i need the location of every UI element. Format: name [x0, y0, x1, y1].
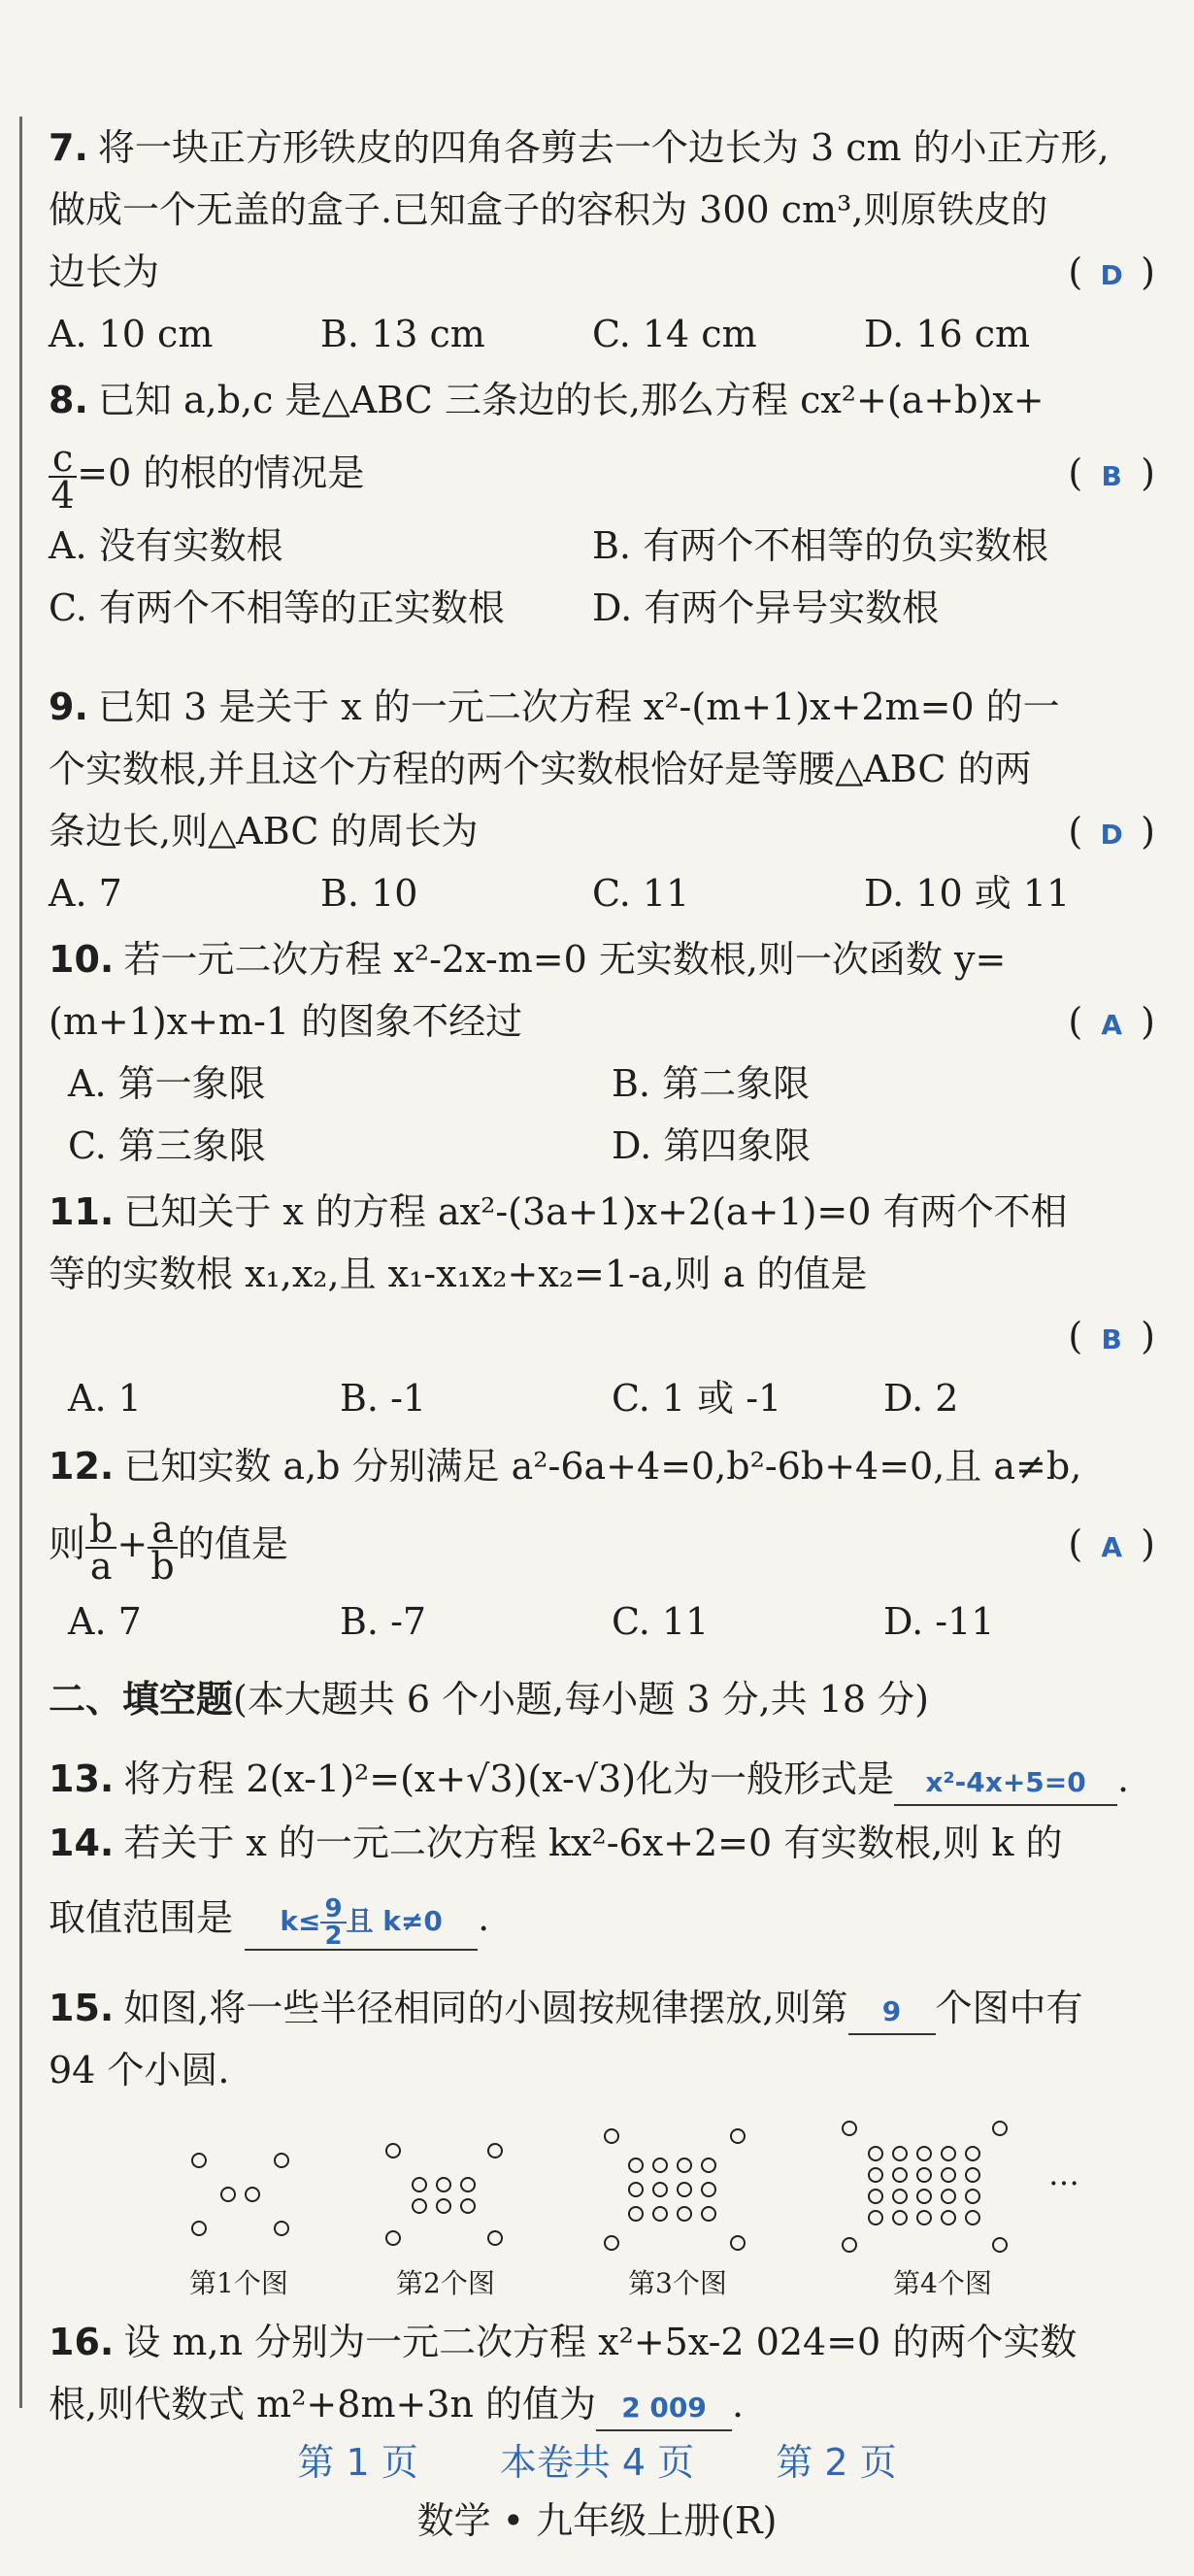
question-text: 若一元二次方程 x²-2x-m=0 无实数根,则一次函数 y= [123, 938, 1007, 981]
answer-fraction [320, 1896, 346, 1949]
figure-label-2: 第2个图 [396, 2267, 495, 2299]
question-13 [49, 1748, 1155, 1810]
numerator: a [148, 1512, 178, 1549]
page-number-right: 第 2 页 [776, 2441, 897, 2484]
question-number: 12. [49, 1445, 115, 1488]
question-12 [49, 1435, 1155, 1653]
option-c: C. 14 cm [592, 313, 757, 355]
option-a: A. 7 [68, 1600, 142, 1643]
question-number: 16. [49, 2321, 115, 2363]
question-number: 8. [49, 379, 88, 421]
question-number: 11. [49, 1190, 115, 1233]
question-9 [49, 676, 1155, 924]
question-text: 等的实数根 x₁,x₂,且 x₁-x₁x₂+x₂=1-a,则 a 的值是 [49, 1253, 868, 1295]
option-a: A. 10 cm [49, 313, 214, 355]
numerator: c [49, 441, 77, 478]
answer-bracket: ( B ) [1068, 431, 1155, 519]
option-c: C. 第三象限 [68, 1124, 266, 1167]
answer-letter: A [1101, 1009, 1122, 1041]
total-pages: 本卷共 4 页 [499, 2441, 695, 2484]
answer-bracket: ( B ) [1068, 1305, 1155, 1371]
question-10 [49, 928, 1155, 1177]
options [49, 1590, 1155, 1653]
question-text: =0 的根的情况是 [77, 452, 365, 494]
answer-bracket: ( A ) [1068, 1497, 1155, 1594]
answer-letter: D [1100, 259, 1123, 291]
question-text: 94 个小圆. [49, 2049, 230, 2091]
question-16 [49, 2311, 1155, 2435]
period: . [478, 1896, 490, 1939]
question-text: 根,则代数式 m²+8m+3n 的值为 [49, 2383, 597, 2425]
figure-label-4: 第4个图 [893, 2267, 992, 2299]
option-c: C. 有两个不相等的正实数根 [49, 586, 505, 629]
option-c: C. 11 [592, 872, 690, 915]
page-footer [0, 2432, 1194, 2486]
question-text: 已知 a,b,c 是△ABC 三条边的长,那么方程 cx²+(a+b)x+ [97, 379, 1045, 421]
option-d: D. 10 或 11 [864, 872, 1071, 915]
answer-bracket: ( A ) [1068, 990, 1155, 1056]
question-11 [49, 1181, 1155, 1429]
question-8 [49, 369, 1155, 639]
question-text: 做成一个无盖的盒子.已知盒子的容积为 300 cm³,则原铁皮的 [49, 188, 1048, 231]
denominator: 2 [324, 1922, 343, 1951]
question-text: 条边长,则△ABC 的周长为 [49, 810, 479, 853]
answer-blank: 2 009 [596, 2387, 732, 2431]
question-text: 则 [49, 1522, 86, 1565]
question-text: 个实数根,并且这个方程的两个实数根恰好是等腰△ABC 的两 [49, 748, 1032, 790]
section-note: (本大题共 6 个小题,每小题 3 分,共 18 分) [233, 1678, 930, 1721]
options [49, 862, 1155, 924]
option-b: B. -7 [340, 1600, 427, 1643]
numerator: b [85, 1512, 116, 1549]
question-number: 13. [49, 1757, 115, 1800]
options [49, 1367, 1155, 1429]
question-15 [49, 1977, 1155, 2101]
question-text: 取值范围是 [49, 1896, 234, 1939]
option-d: D. 16 cm [864, 313, 1031, 355]
question-text: 将方程 2(x-1)²=(x+√3)(x-√3)化为一般形式是 [123, 1757, 895, 1800]
fraction [148, 1507, 178, 1588]
circle-pattern-figure [155, 2117, 1107, 2311]
ellipsis: … [1048, 2156, 1079, 2192]
option-d: D. -11 [883, 1600, 995, 1643]
answer-part: k≤ [280, 1905, 321, 1937]
question-text: 个图中有 [935, 1987, 1083, 2029]
option-c: C. 1 或 -1 [612, 1377, 782, 1420]
plus-sign: + [116, 1522, 149, 1565]
figure-label-3: 第3个图 [628, 2267, 727, 2299]
question-7 [49, 117, 1155, 365]
answer-blank: x²-4x+5=0 [894, 1761, 1117, 1806]
section-title: 二、填空题 [49, 1678, 234, 1721]
question-number: 14. [49, 1822, 115, 1864]
figure-label-1: 第1个图 [189, 2267, 288, 2299]
question-text: 已知关于 x 的方程 ax²-(3a+1)x+2(a+1)=0 有两个不相 [123, 1190, 1068, 1233]
section-heading [49, 1670, 929, 1728]
options [49, 303, 1155, 365]
answer-letter: B [1101, 460, 1122, 492]
margin-line [19, 117, 22, 2408]
option-b: B. -1 [340, 1377, 427, 1420]
question-text: 边长为 [49, 251, 160, 293]
question-text: 若关于 x 的一元二次方程 kx²-6x+2=0 有实数根,则 k 的 [123, 1822, 1063, 1864]
option-a: A. 没有实数根 [49, 524, 283, 567]
question-number: 7. [49, 126, 88, 169]
period: . [1117, 1757, 1130, 1800]
numerator: 9 [320, 1896, 346, 1924]
option-b: B. 有两个不相等的负实数根 [592, 524, 1049, 567]
denominator: b [150, 1544, 175, 1588]
option-d: D. 2 [883, 1377, 959, 1420]
denominator: a [89, 1544, 113, 1588]
option-a: A. 7 [49, 872, 122, 915]
answer-blank [245, 1896, 478, 1951]
option-b: B. 13 cm [320, 313, 485, 355]
answer-letter: A [1101, 1531, 1122, 1563]
denominator: 4 [50, 473, 75, 517]
question-14 [49, 1812, 1155, 1961]
page-number-left: 第 1 页 [297, 2441, 418, 2484]
options [49, 1115, 1155, 1177]
answer-part: 且 k≠0 [346, 1905, 443, 1937]
options [49, 1053, 1155, 1115]
question-text: 将一块正方形铁皮的四角各剪去一个边长为 3 cm 的小正方形, [97, 126, 1110, 169]
answer-bracket: ( D ) [1068, 800, 1155, 866]
question-text: 如图,将一些半径相同的小圆按规律摆放,则第 [123, 1987, 848, 2029]
circle-pattern-svg [155, 2117, 1107, 2262]
option-d: D. 第四象限 [612, 1124, 812, 1167]
question-text: (m+1)x+m-1 的图象不经过 [49, 1000, 523, 1043]
question-number: 15. [49, 1987, 115, 2029]
question-number: 9. [49, 686, 88, 728]
answer-bracket: ( D ) [1068, 241, 1155, 307]
question-text: 设 m,n 分别为一元二次方程 x²+5x-2 024=0 的两个实数 [123, 2321, 1078, 2363]
option-b: B. 第二象限 [612, 1062, 811, 1105]
question-text: 已知 3 是关于 x 的一元二次方程 x²-(m+1)x+2m=0 的一 [97, 686, 1060, 728]
fraction [85, 1507, 116, 1588]
answer-letter: D [1100, 819, 1123, 851]
option-c: C. 11 [612, 1600, 710, 1643]
options [49, 577, 1155, 639]
answer-letter: B [1101, 1323, 1122, 1355]
option-d: D. 有两个异号实数根 [592, 586, 940, 629]
option-a: A. 第一象限 [68, 1062, 266, 1105]
question-number: 10. [49, 938, 115, 981]
answer-blank: 9 [848, 1991, 936, 2035]
option-a: A. 1 [68, 1377, 142, 1420]
options [49, 515, 1155, 577]
option-b: B. 10 [320, 872, 418, 915]
fraction [49, 436, 77, 517]
period: . [732, 2383, 745, 2425]
subject-title: 数学 • 九年级上册(R) [416, 2499, 778, 2542]
question-text: 的值是 [177, 1522, 288, 1565]
question-text: 已知实数 a,b 分别满足 a²-6a+4=0,b²-6b+4=0,且 a≠b, [123, 1445, 1082, 1488]
